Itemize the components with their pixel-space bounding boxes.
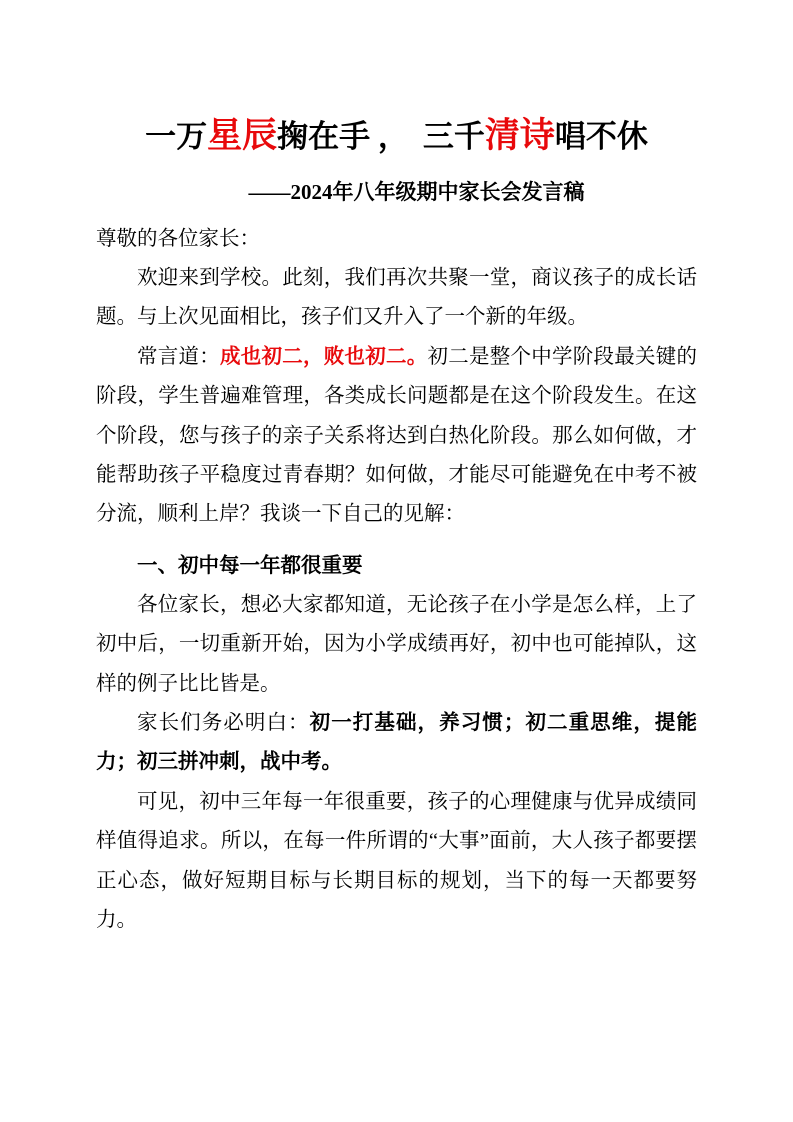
document-body xyxy=(96,220,697,940)
document-subtitle: ——2024年八年级期中家长会发言稿 xyxy=(248,179,585,204)
salutation: 尊敬的各位家长： xyxy=(96,227,260,250)
title-segment-2: 掬在手 ， xyxy=(277,119,409,154)
three-years-lead-in: 家长们务必明白： xyxy=(137,712,310,735)
title-segment-highlight-1: 星辰 xyxy=(207,116,278,155)
title-segment-1: 一万 xyxy=(145,119,208,154)
grade-two-lead-in: 常言道： xyxy=(137,345,220,368)
grade-two-paragraph xyxy=(96,338,697,535)
three-years-emphasis: 初一打基础，养习惯；初二重思维，提能力；初三拼冲刺，战中考。 xyxy=(96,712,697,774)
document-title xyxy=(96,114,697,158)
title-segment-3: 三千 xyxy=(422,119,485,154)
title-segment-4: 唱不休 xyxy=(554,119,648,154)
conclusion-paragraph: 可见，初中三年每一年很重要，孩子的心理健康与优异成绩同样值得追求。所以，在每一件所谓的“大事”面前，大人孩子都要摆正心态，做好短期目标与长期目标的规划，当下的每一天都要努力。 xyxy=(96,790,697,931)
welcome-paragraph: 欢迎来到学校。此刻，我们再次共聚一堂，商议孩子的成长话题。与上次见面相比，孩子们又升入了一个新的年级。 xyxy=(96,267,697,329)
grade-two-emphasis: 成也初二，败也初二。 xyxy=(220,345,428,368)
section-heading-one: 一、初中每一年都很重要 xyxy=(137,554,363,577)
title-segment-highlight-2: 清诗 xyxy=(484,116,555,155)
grade-two-rest: 初二是整个中学阶段最关键的阶段，学生普遍难管理，各类成长问题都是在这个阶段发生。在这个阶段，您与孩子的亲子关系将达到白热化阶段。那么如何做，才能帮助孩子平稳度过青春期？如何做，才能尽可能避免在中考不被分流，顺利上岸？我谈一下自己的见解： xyxy=(96,345,697,526)
primary-school-paragraph: 各位家长，想必大家都知道，无论孩子在小学是怎么样，上了初中后，一切重新开始，因为小学成绩再好，初中也可能掉队，这样的例子比比皆是。 xyxy=(96,593,697,695)
paragraph-gap xyxy=(96,535,697,541)
three-years-paragraph xyxy=(96,704,697,783)
